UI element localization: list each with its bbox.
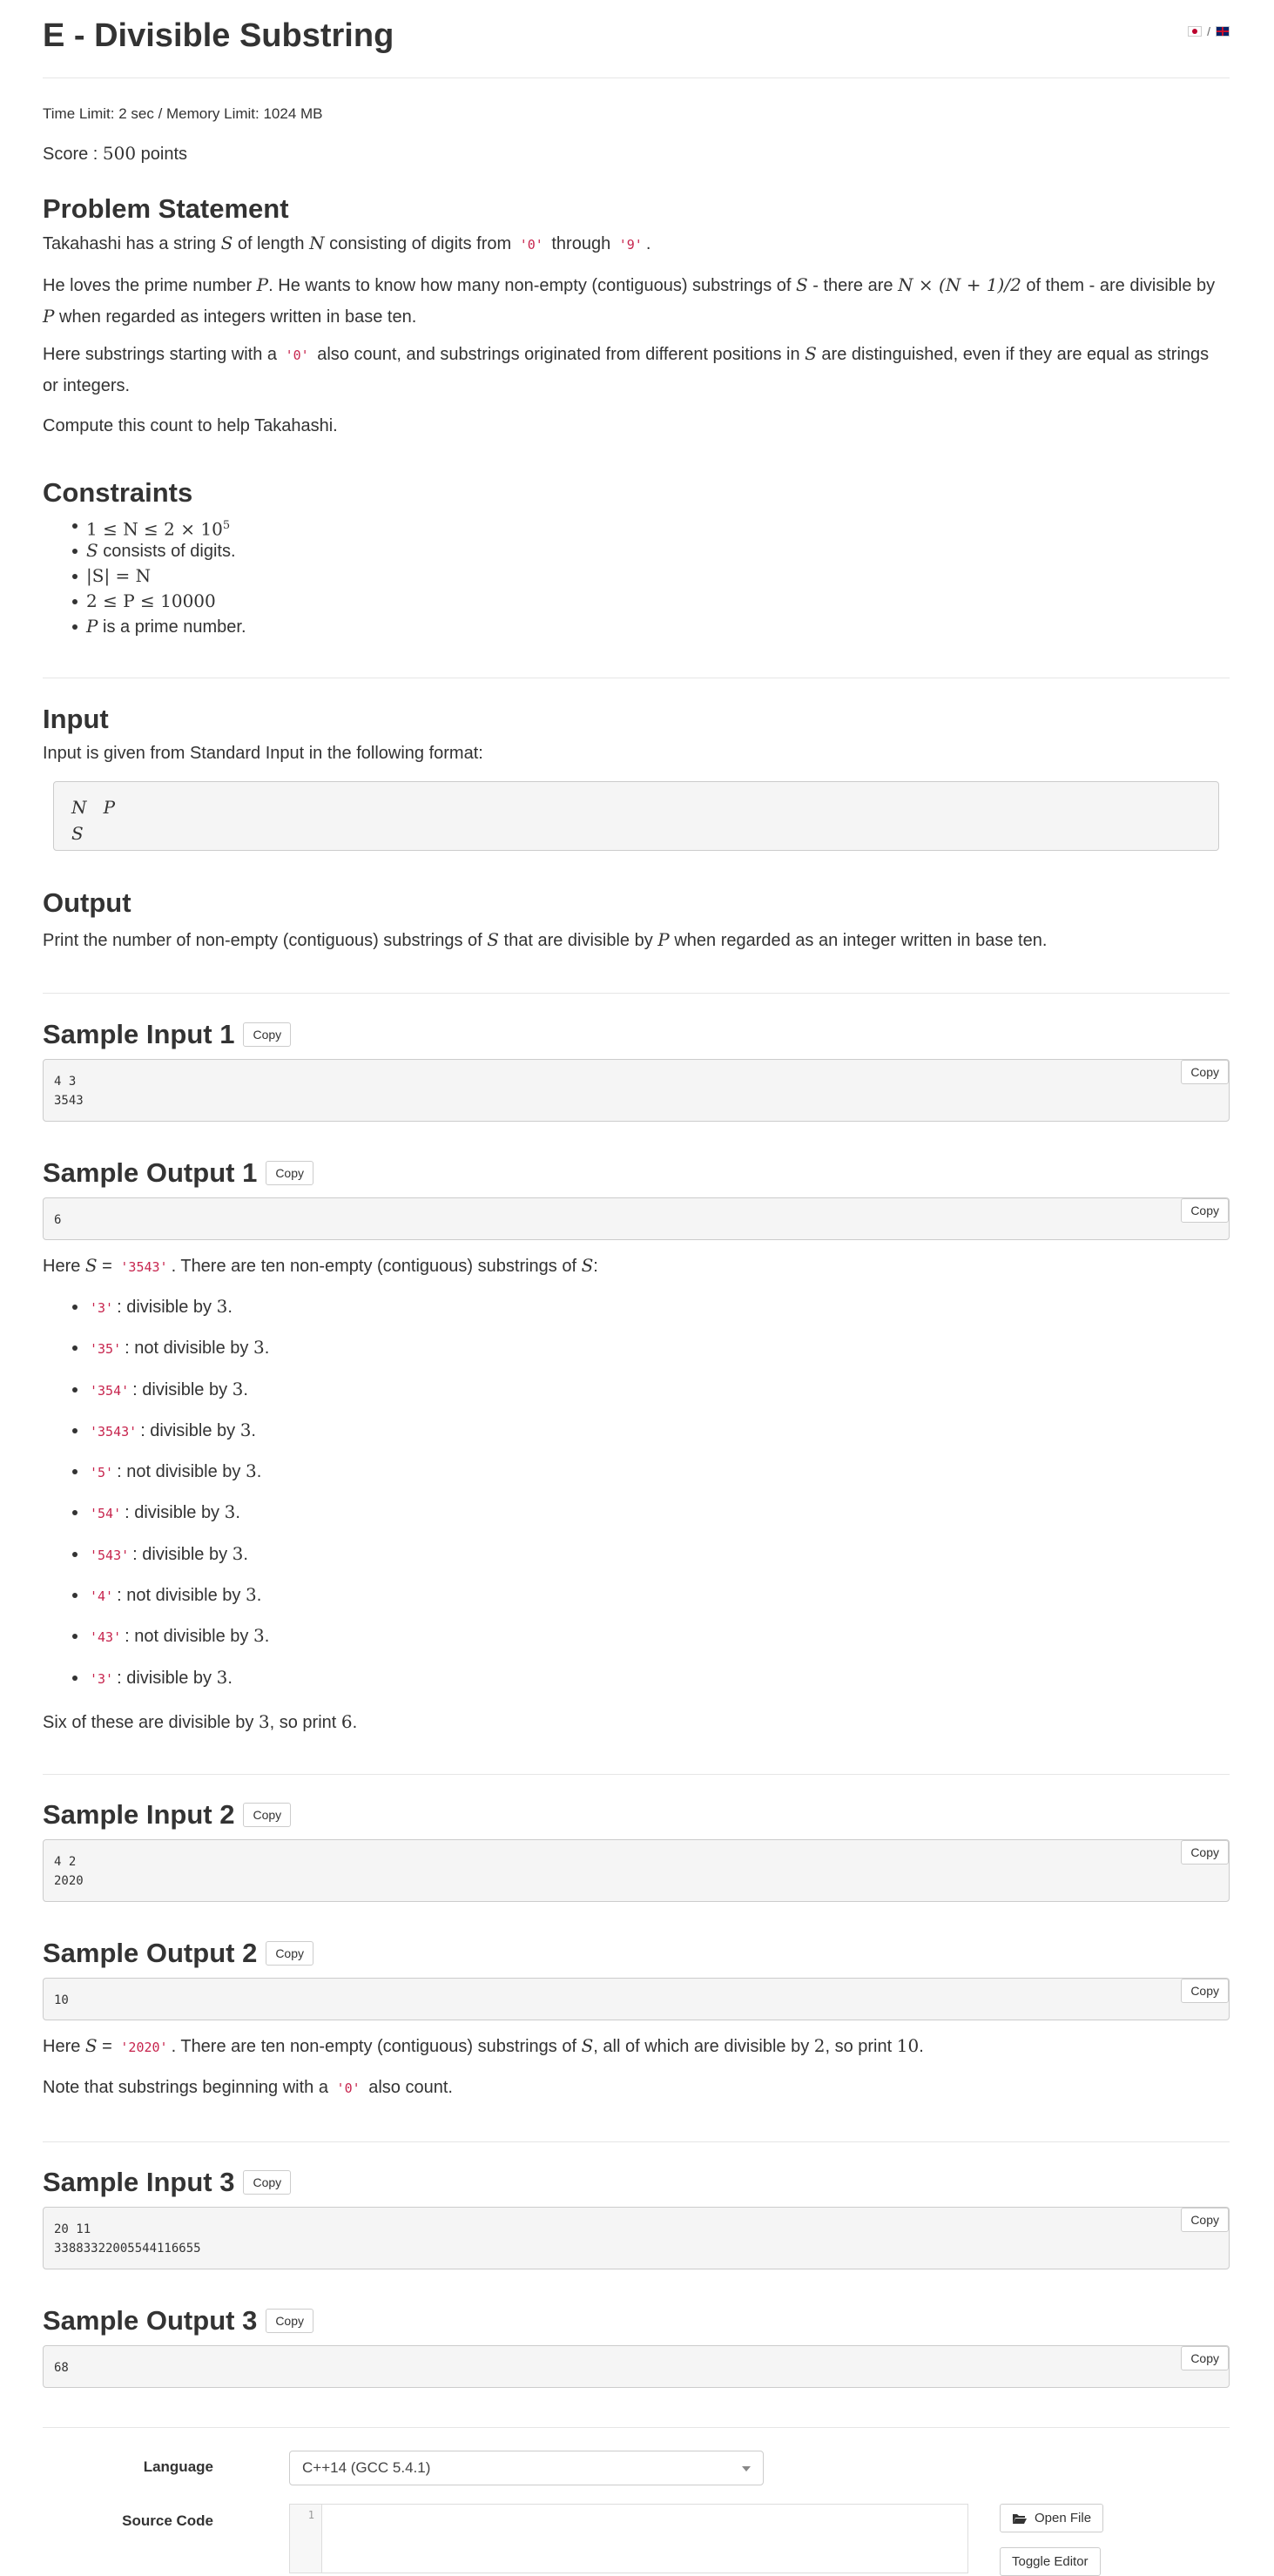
statement-heading: Problem Statement <box>43 193 289 224</box>
list-item: '3' : divisible by 3. <box>43 1657 269 1698</box>
format-line-1: N P <box>71 797 116 818</box>
sample-input-3-header <box>43 2167 291 2198</box>
sample-output-1-block[interactable] <box>43 1197 1230 1240</box>
constraint-item: S consists of digits. <box>43 538 246 563</box>
sample-line: 20 11 <box>54 2222 91 2236</box>
sample-input-3-block[interactable] <box>43 2207 1230 2269</box>
language-separator: / <box>1207 24 1210 38</box>
list-item: '3' : divisible by 3. <box>43 1286 269 1327</box>
sample-output-2-block[interactable] <box>43 1978 1230 2020</box>
sample-line: 68 <box>54 2361 69 2375</box>
copy-button[interactable]: Copy <box>1181 2208 1229 2232</box>
source-code-editor[interactable] <box>289 2504 968 2573</box>
sample-line: 33883322005544116655 <box>54 2242 201 2256</box>
source-code-label: Source Code <box>122 2512 213 2529</box>
list-item: '3543' : divisible by 3. <box>43 1410 269 1451</box>
sample-input-1-header <box>43 1019 291 1050</box>
language-select[interactable] <box>289 2451 764 2485</box>
constraints-list <box>43 513 246 639</box>
score-prefix: Score : <box>43 145 103 164</box>
list-item: '43' : not divisible by 3. <box>43 1615 269 1656</box>
sample-2-note: Note that substrings beginning with a '0' also count. <box>43 2078 453 2097</box>
copy-button[interactable]: Copy <box>243 1022 291 1047</box>
list-item: '54' : divisible by 3. <box>43 1492 269 1533</box>
constraint-item: |S| = N <box>43 563 246 589</box>
toggle-editor-button[interactable] <box>1000 2547 1101 2576</box>
copy-button[interactable]: Copy <box>1181 1979 1229 2003</box>
statement-paragraph-3: Here substrings starting with a '0' also count, and substrings originated from different positions in S are distinguished, even if they are equal as strings or integers. <box>43 343 1210 395</box>
copy-button[interactable]: Copy <box>1181 1198 1229 1223</box>
sample-output-2-header <box>43 1938 313 1969</box>
sample-line: 2020 <box>54 1874 84 1888</box>
input-format-block <box>53 781 1219 851</box>
chevron-down-icon <box>742 2466 751 2471</box>
sample-line: 6 <box>54 1213 62 1227</box>
sample-input-2-header <box>43 1799 291 1831</box>
sample-2-explanation: Here S = '2020' . There are ten non-empty (contiguous) substrings of S, all of which are divisible by 2, so print 10. <box>43 2035 924 2056</box>
list-item: '5' : not divisible by 3. <box>43 1451 269 1492</box>
sample-output-3-header <box>43 2305 313 2337</box>
sample-output-3-block[interactable] <box>43 2345 1230 2388</box>
input-heading: Input <box>43 704 109 734</box>
substring-list <box>43 1286 269 1698</box>
list-item: '35' : not divisible by 3. <box>43 1327 269 1368</box>
copy-button[interactable]: Copy <box>1181 2346 1229 2370</box>
copy-button[interactable]: Copy <box>1181 1060 1229 1084</box>
constraint-item: 2 ≤ P ≤ 10000 <box>43 589 246 614</box>
open-file-button[interactable] <box>1000 2504 1103 2532</box>
sample-input-1-heading: Sample Input 1 <box>43 1019 235 1049</box>
list-item: '354' : divisible by 3. <box>43 1369 269 1410</box>
score-line <box>43 143 187 165</box>
time-memory-limit: Time Limit: 2 sec / Memory Limit: 1024 MB <box>43 105 323 122</box>
uk-flag-icon[interactable] <box>1216 26 1230 37</box>
copy-button[interactable]: Copy <box>243 1803 291 1827</box>
divider <box>43 993 1230 994</box>
sample-input-2-block[interactable] <box>43 1839 1230 1902</box>
copy-button[interactable]: Copy <box>266 2309 313 2333</box>
sample-input-2-heading: Sample Input 2 <box>43 1799 235 1830</box>
sample-1-conclusion: Six of these are divisible by 3, so print 6. <box>43 1711 358 1732</box>
score-value: 500 <box>102 143 137 164</box>
sample-output-2-heading: Sample Output 2 <box>43 1938 258 1968</box>
sample-input-3-heading: Sample Input 3 <box>43 2167 235 2197</box>
sample-line: 4 2 <box>54 1855 77 1869</box>
constraint-item: $1 \le N \le 2 \times 10^5$ <box>43 513 246 538</box>
open-file-label: Open File <box>1035 2511 1092 2525</box>
sample-line: 10 <box>54 1993 69 2007</box>
editor-line-gutter: 1 <box>290 2505 322 2573</box>
language-label: Language <box>143 2458 213 2475</box>
sample-output-1-header <box>43 1157 313 1189</box>
score-suffix: points <box>136 145 188 164</box>
copy-button[interactable]: Copy <box>243 2170 291 2195</box>
input-description: Input is given from Standard Input in the following format: <box>43 744 483 763</box>
folder-open-icon <box>1012 2512 1028 2525</box>
divider <box>43 2427 1230 2428</box>
task-title: E - Divisible Substring <box>43 17 394 54</box>
sample-output-3-heading: Sample Output 3 <box>43 2305 258 2336</box>
copy-button[interactable]: Copy <box>266 1161 313 1185</box>
language-switcher <box>1188 24 1230 38</box>
constraint-item: P is a prime number. <box>43 614 246 639</box>
list-item: '543' : divisible by 3. <box>43 1534 269 1575</box>
constraints-heading: Constraints <box>43 477 193 508</box>
statement-paragraph-2: He loves the prime number P. He wants to know how many non-empty (contiguous) substrings of S - there are N × (N + 1)/2 of them - are divisible by P when regarded as integers written in base ten. <box>43 274 1216 327</box>
copy-button[interactable]: Copy <box>1181 1840 1229 1865</box>
language-selected-value: C++14 (GCC 5.4.1) <box>302 2459 431 2476</box>
statement-paragraph-4: Compute this count to help Takahashi. <box>43 416 338 435</box>
japan-flag-icon[interactable] <box>1188 26 1202 37</box>
sample-input-1-block[interactable] <box>43 1059 1230 1122</box>
copy-button[interactable]: Copy <box>266 1941 313 1966</box>
sample-1-explanation: Here S = '3543' . There are ten non-empty (contiguous) substrings of S: <box>43 1255 598 1276</box>
sample-line: 3543 <box>54 1094 84 1108</box>
divider <box>43 1774 1230 1775</box>
statement-paragraph-1: Takahashi has a string S of length N consisting of digits from '0' through '9' . <box>43 233 651 253</box>
list-item: '4' : not divisible by 3. <box>43 1575 269 1615</box>
sample-line: 4 3 <box>54 1075 77 1089</box>
toggle-editor-label: Toggle Editor <box>1012 2554 1089 2569</box>
output-description: Print the number of non-empty (contiguous) substrings of S that are divisible by P when regarded as an integer written in base ten. <box>43 929 1048 950</box>
output-heading: Output <box>43 887 131 918</box>
divider <box>43 2141 1230 2142</box>
sample-output-1-heading: Sample Output 1 <box>43 1157 258 1188</box>
format-line-2: S <box>71 823 84 844</box>
